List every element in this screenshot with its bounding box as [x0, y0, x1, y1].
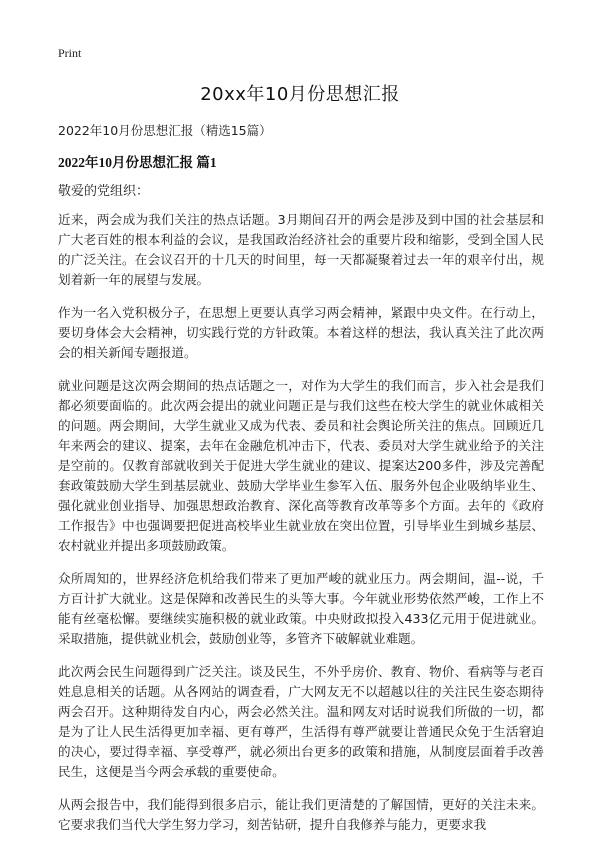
document-body	[58, 210, 544, 848]
body-paragraph: 就业问题是这次两会期间的热点话题之一，对作为大学生的我们而言，步入社会是我们都必须要面临的。此次两会提出的就业问题正是与我们这些在校大学生的就业休戚相关的问题。两会期间，大学生就业又成为代表、委员和社会舆论所关注的焦点。回顾近几年来两会的建议、提案，去年在金融危机冲击下，代表、委员对大学生就业给予的关注是空前的。仅教育部就收到关于促进大学生就业的建议、提案达200多件，涉及完善配套政策鼓励大学生到基层就业、鼓励大学毕业生参军入伍、服务外包企业吸纳毕业生、强化就业创业指导、加强思想政治教育、深化高等教育改革等多个方面。去年的《政府工作报告》中也强调要把促进高校毕业生就业放在突出位置，引导毕业生到城乡基层、农村就业并提出多项鼓励政策。	[58, 378, 544, 553]
body-paragraph: 从两会报告中，我们能得到很多启示，能让我们更清楚的了解国情，更好的关注未来。它要求我们当代大学生努力学习，刻苦钻研，提升自我修养与能力，更要求我	[58, 797, 544, 832]
print-link[interactable]: Print	[58, 46, 82, 60]
salutation: 敬爱的党组织：	[58, 184, 150, 199]
body-paragraph: 此次两会民生问题得到广泛关注。谈及民生，不外乎房价、教育、物价、看病等与老百姓息息相关的话题。从各网站的调查看，广大网友无不以超越以往的关注民生姿态期待两会召开。这种期待发自内心，两会必然关注。温和网友对话时说我们所做的一切，都是为了让人民生活得更加幸福、更有尊严，生活得有尊严就要让普通民众免于生活窘迫的决心，要过得幸福、享受尊严，就必须出台更多的政策和措施，从制度层面着手改善民生，这便是当今两会承载的重要使命。	[58, 664, 544, 779]
document-title: 20xx年10月份思想汇报	[200, 84, 400, 105]
body-paragraph: 众所周知的，世界经济危机给我们带来了更加严峻的就业压力。两会期间，温--说，千方百计扩大就业。这是保障和改善民生的头等大事。今年就业形势依然严峻，工作上不能有丝毫松懈。要继续实施积极的就业政策。中央财政拟投入433亿元用于促进就业。采取措施，提供就业机会，鼓励创业等，多管齐下破解就业难题。	[58, 571, 544, 646]
body-paragraph: 作为一名入党积极分子，在思想上更要认真学习两会精神，紧跟中央文件。在行动上，要切身体会大会精神，切实践行党的方针政策。本着这样的想法，我认真关注了此次两会的相关新闻专题报道。	[58, 305, 544, 360]
document-subtitle: 2022年10月份思想汇报（精选15篇）	[58, 123, 272, 138]
body-paragraph: 近来，两会成为我们关注的热点话题。3月期间召开的两会是涉及到中国的社会基层和广大老百姓的根本利益的会议，是我国政治经济社会的重要片段和缩影，受到全国人民的广泛关注。在会议召开的十几天的时间里，每一天都凝聚着过去一年的艰辛付出，规划着新一年的展望与发展。	[58, 212, 544, 287]
section-heading: 2022年10月份思想汇报 篇1	[58, 155, 217, 170]
